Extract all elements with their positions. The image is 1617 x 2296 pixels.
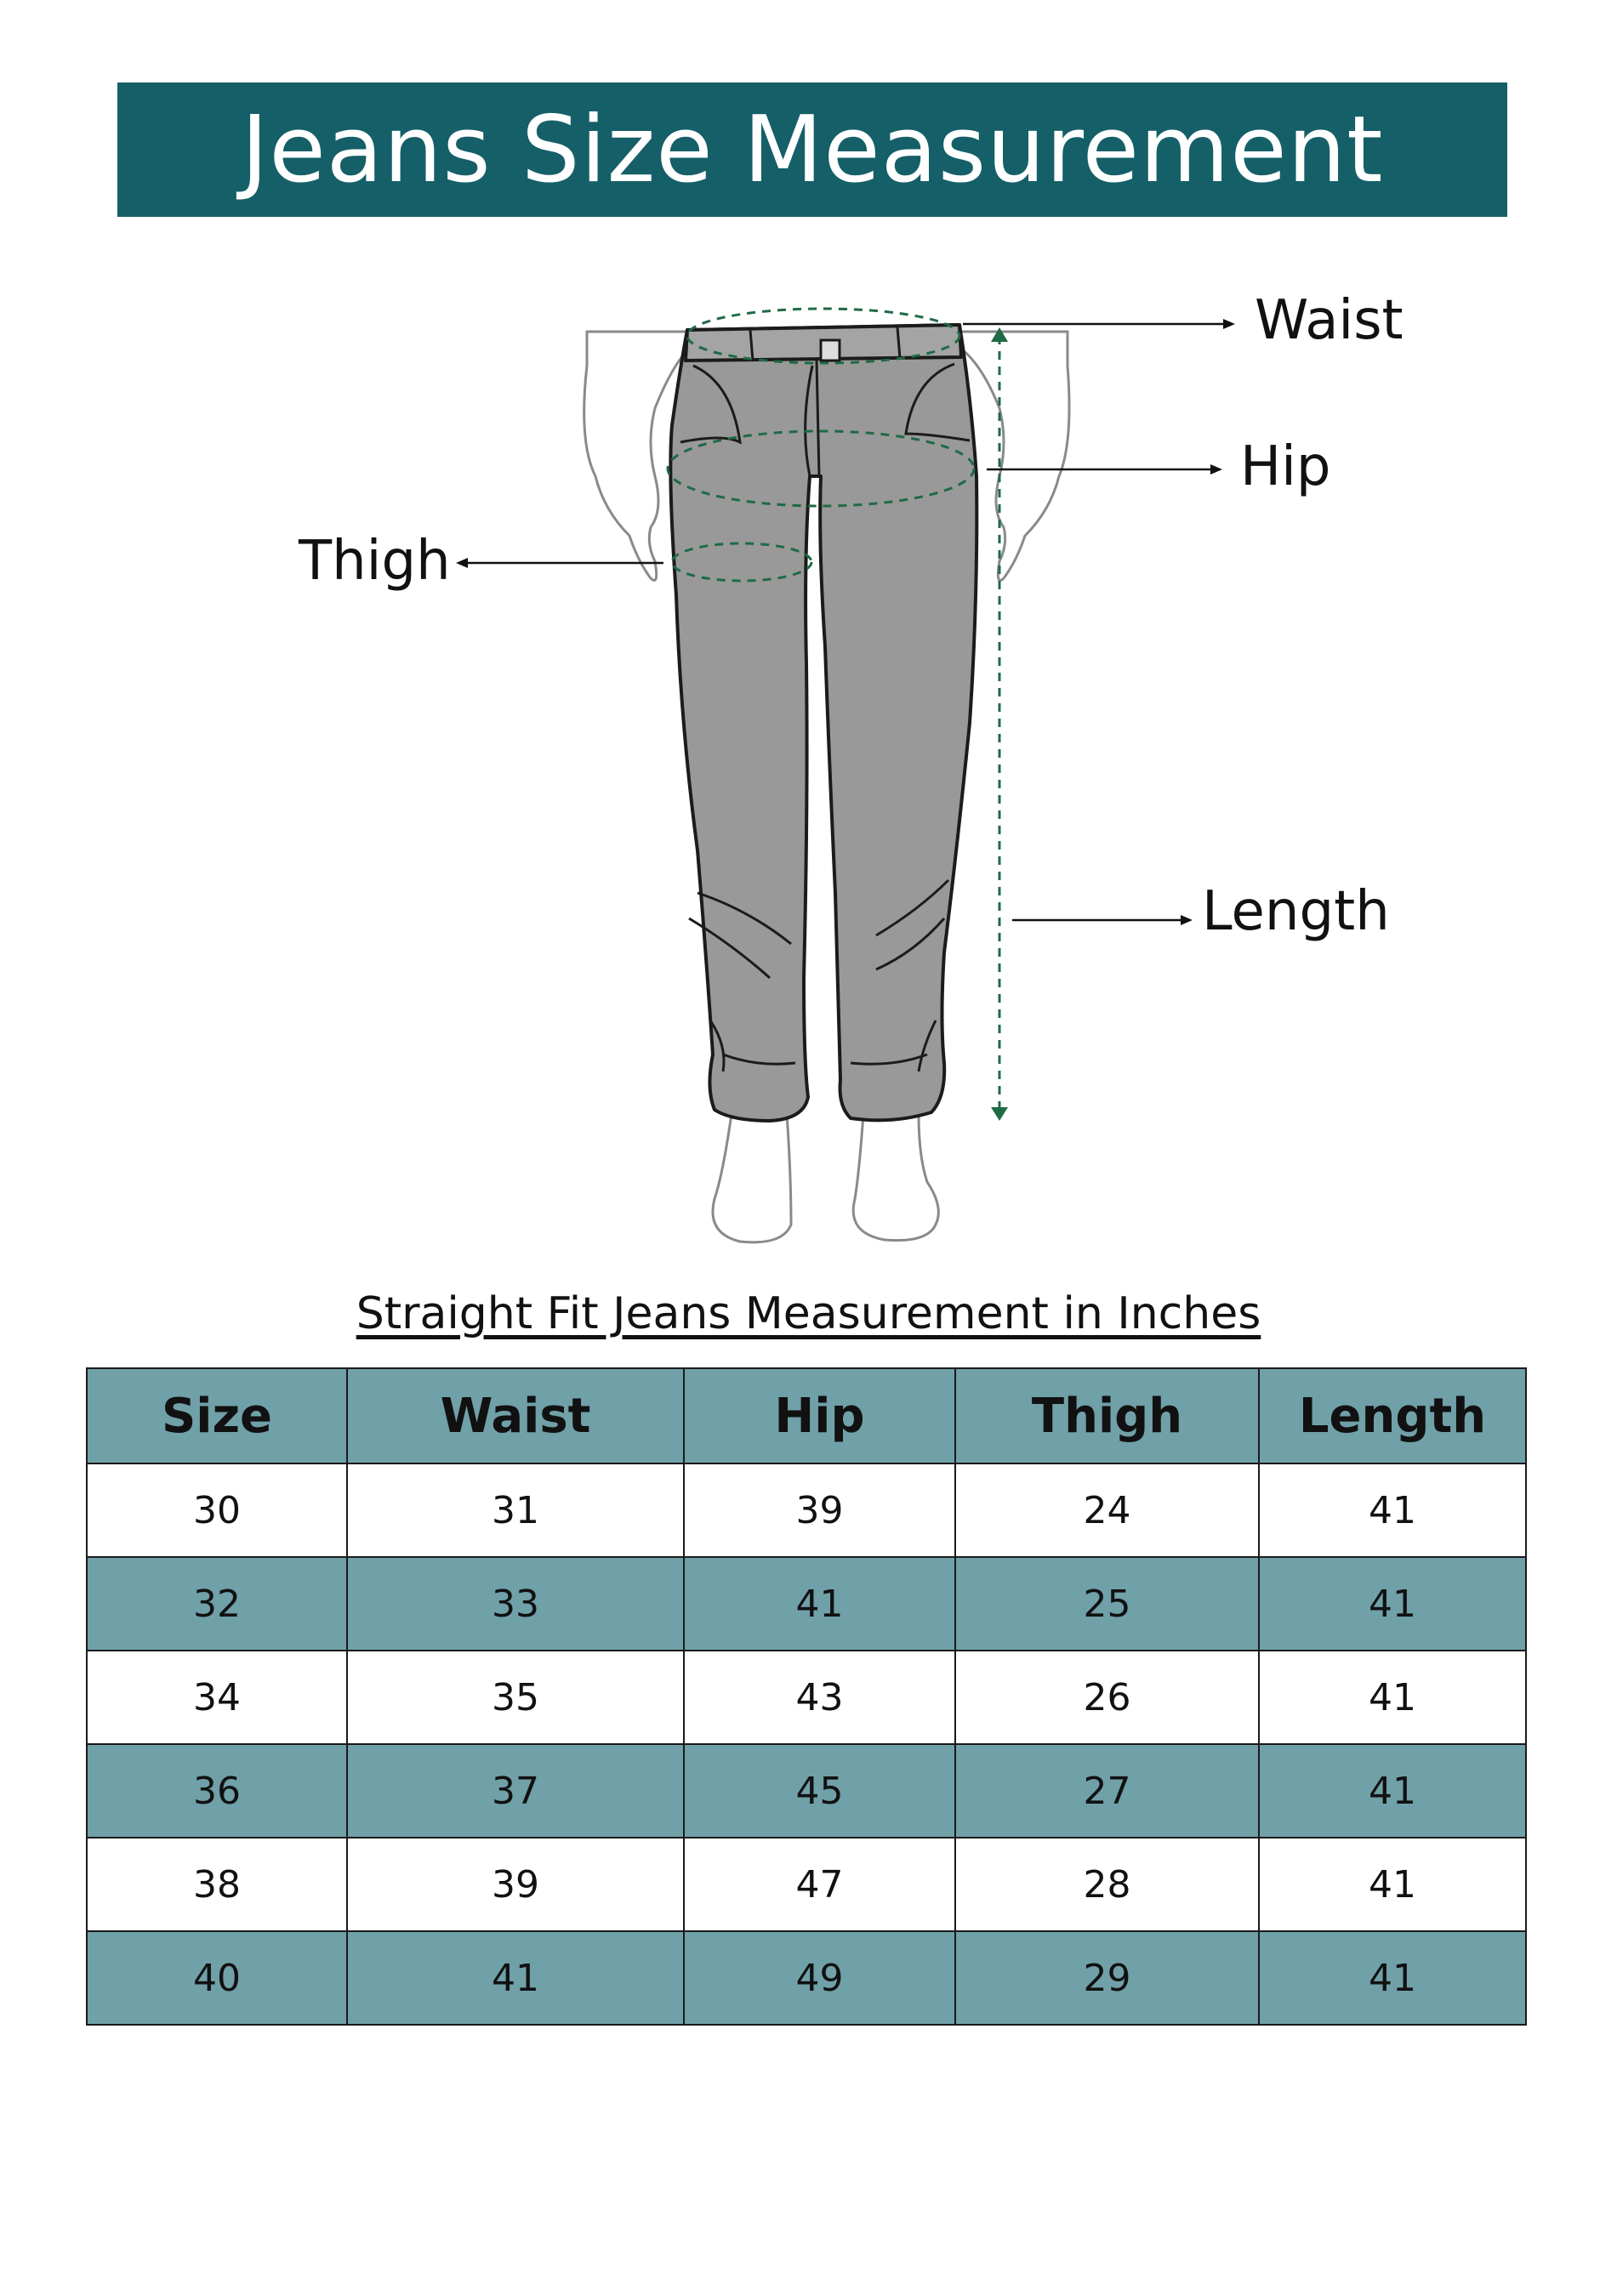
cell-size: 36 — [87, 1744, 347, 1838]
page-title: Jeans Size Measurement — [241, 96, 1384, 203]
title-banner — [117, 82, 1507, 217]
cell-hip: 41 — [684, 1557, 955, 1651]
table-header-row — [87, 1368, 1526, 1463]
cell-waist: 31 — [347, 1463, 684, 1557]
cell-length: 41 — [1259, 1838, 1526, 1931]
column-header-waist: Waist — [347, 1368, 684, 1463]
cell-length: 41 — [1259, 1651, 1526, 1744]
cell-thigh: 25 — [955, 1557, 1259, 1651]
cell-hip: 49 — [684, 1931, 955, 2025]
table-row — [87, 1931, 1526, 2025]
jeans-illustration-icon — [0, 255, 1617, 1276]
cell-size: 40 — [87, 1931, 347, 2025]
cell-hip: 43 — [684, 1651, 955, 1744]
column-header-hip: Hip — [684, 1368, 955, 1463]
cell-waist: 41 — [347, 1931, 684, 2025]
table-row — [87, 1651, 1526, 1744]
cell-thigh: 24 — [955, 1463, 1259, 1557]
table-subtitle: Straight Fit Jeans Measurement in Inches — [356, 1288, 1261, 1339]
table-row — [87, 1838, 1526, 1931]
cell-length: 41 — [1259, 1463, 1526, 1557]
hip-label: Hip — [1240, 435, 1331, 498]
jeans-shape — [670, 325, 976, 1121]
cell-waist: 33 — [347, 1557, 684, 1651]
cell-thigh: 29 — [955, 1931, 1259, 2025]
cell-size: 38 — [87, 1838, 347, 1931]
cell-thigh: 26 — [955, 1651, 1259, 1744]
column-header-length: Length — [1259, 1368, 1526, 1463]
cell-length: 41 — [1259, 1557, 1526, 1651]
cell-size: 34 — [87, 1651, 347, 1744]
cell-waist: 39 — [347, 1838, 684, 1931]
table-row — [87, 1463, 1526, 1557]
table-row — [87, 1744, 1526, 1838]
column-header-thigh: Thigh — [955, 1368, 1259, 1463]
thigh-label: Thigh — [299, 530, 451, 593]
cell-thigh: 27 — [955, 1744, 1259, 1838]
cell-thigh: 28 — [955, 1838, 1259, 1931]
cell-hip: 47 — [684, 1838, 955, 1931]
mannequin-feet — [713, 1114, 938, 1242]
table-row — [87, 1557, 1526, 1651]
cell-size: 32 — [87, 1557, 347, 1651]
waist-label: Waist — [1255, 289, 1403, 352]
cell-waist: 35 — [347, 1651, 684, 1744]
cell-hip: 45 — [684, 1744, 955, 1838]
cell-hip: 39 — [684, 1463, 955, 1557]
cell-length: 41 — [1259, 1744, 1526, 1838]
length-label: Length — [1202, 880, 1390, 943]
cell-waist: 37 — [347, 1744, 684, 1838]
size-table — [86, 1367, 1527, 2026]
cell-size: 30 — [87, 1463, 347, 1557]
column-header-size: Size — [87, 1368, 347, 1463]
cell-length: 41 — [1259, 1931, 1526, 2025]
